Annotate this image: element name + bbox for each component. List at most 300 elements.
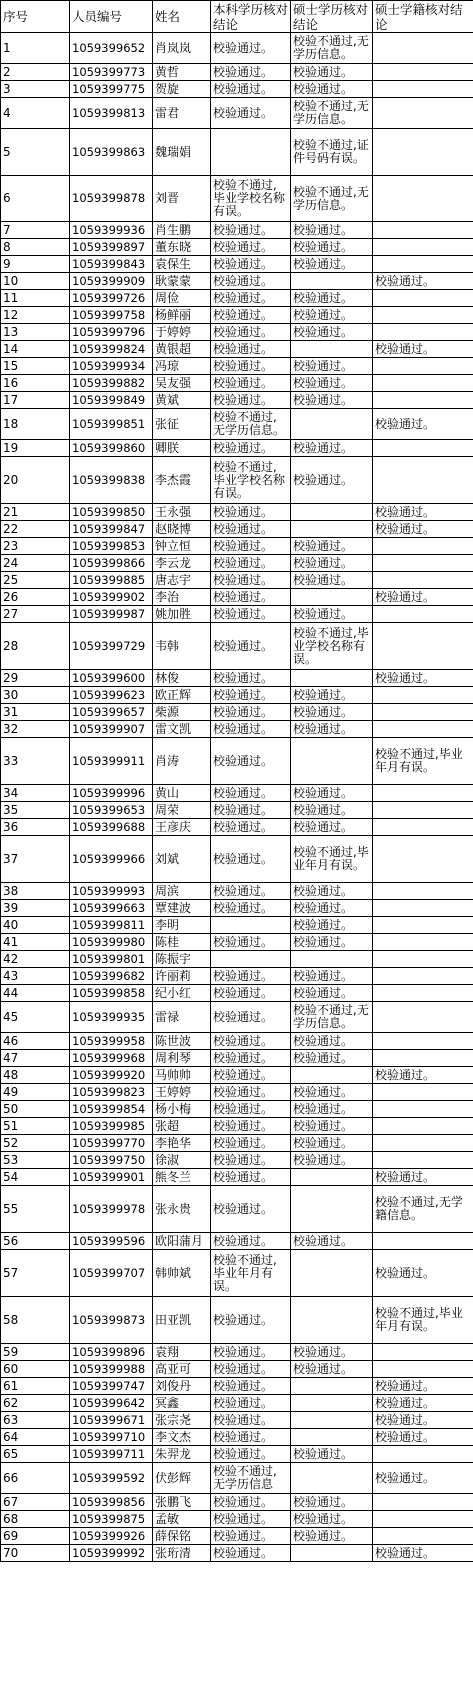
row-bachelor-result-cell: 校验通过。: [211, 1169, 291, 1186]
row-seq-cell: 30: [1, 687, 70, 704]
table-row: [1, 1395, 473, 1412]
row-id-cell: 1059399897: [70, 239, 153, 256]
row-id-cell: 1059399623: [70, 687, 153, 704]
row-id-cell: 1059399682: [70, 968, 153, 985]
row-bachelor-result-cell: 校验通过。: [211, 1412, 291, 1429]
row-seq-cell: 44: [1, 985, 70, 1002]
row-name-cell: 孟敏: [153, 1511, 211, 1528]
row-master-result-cell: 校验通过。: [291, 1528, 373, 1545]
row-master-status-result-cell: [373, 1033, 473, 1050]
row-master-result-cell: 校验通过。: [291, 1101, 373, 1118]
row-name-cell: 冥鑫: [153, 1395, 211, 1412]
table-row: [1, 623, 473, 670]
row-master-result-cell: 校验通过。: [291, 64, 373, 81]
table-row: [1, 1511, 473, 1528]
row-name-cell: 林俊: [153, 670, 211, 687]
row-seq-cell: 38: [1, 883, 70, 900]
row-name-cell: 贺旋: [153, 81, 211, 98]
row-master-result-cell: [291, 1169, 373, 1186]
row-master-status-result-cell: [373, 98, 473, 129]
row-seq-cell: 29: [1, 670, 70, 687]
row-bachelor-result-cell: 校验通过。: [211, 521, 291, 538]
row-seq-cell: 33: [1, 738, 70, 785]
row-master-status-result-cell: [373, 1135, 473, 1152]
row-seq-cell: 27: [1, 606, 70, 623]
row-name-cell: 徐淑: [153, 1152, 211, 1169]
header-id: 人员编号: [70, 1, 153, 33]
row-bachelor-result-cell: 校验通过。: [211, 704, 291, 721]
row-name-cell: 纪小红: [153, 985, 211, 1002]
table-row: [1, 358, 473, 375]
row-master-result-cell: 校验通过。: [291, 721, 373, 738]
row-bachelor-result-cell: 校验通过。: [211, 819, 291, 836]
row-bachelor-result-cell: 校验不通过,毕业学校名称有误。: [211, 176, 291, 222]
row-master-status-result-cell: 校验通过。: [373, 1169, 473, 1186]
row-bachelor-result-cell: 校验通过。: [211, 324, 291, 341]
row-id-cell: 1059399838: [70, 457, 153, 504]
row-id-cell: 1059399875: [70, 1511, 153, 1528]
row-seq-cell: 6: [1, 176, 70, 222]
row-master-status-result-cell: [373, 33, 473, 64]
table-row: [1, 670, 473, 687]
table-row: [1, 1233, 473, 1250]
row-bachelor-result-cell: 校验通过。: [211, 836, 291, 883]
row-master-status-result-cell: 校验通过。: [373, 1395, 473, 1412]
row-master-result-cell: [291, 1186, 373, 1233]
row-bachelor-result-cell: 校验通过。: [211, 802, 291, 819]
row-master-result-cell: 校验通过。: [291, 704, 373, 721]
row-master-status-result-cell: [373, 836, 473, 883]
table-row: [1, 1135, 473, 1152]
row-seq-cell: 48: [1, 1067, 70, 1084]
table-row: [1, 307, 473, 324]
row-bachelor-result-cell: 校验通过。: [211, 1429, 291, 1446]
table-row: [1, 1494, 473, 1511]
row-master-result-cell: [291, 273, 373, 290]
row-seq-cell: 34: [1, 785, 70, 802]
row-seq-cell: 3: [1, 81, 70, 98]
row-bachelor-result-cell: 校验通过。: [211, 1118, 291, 1135]
row-name-cell: 杨鲜丽: [153, 307, 211, 324]
table-row: [1, 738, 473, 785]
row-id-cell: 1059399851: [70, 409, 153, 440]
row-id-cell: 1059399770: [70, 1135, 153, 1152]
row-master-result-cell: [291, 1429, 373, 1446]
row-master-result-cell: 校验通过。: [291, 900, 373, 917]
row-seq-cell: 24: [1, 555, 70, 572]
row-id-cell: 1059399866: [70, 555, 153, 572]
row-id-cell: 1059399958: [70, 1033, 153, 1050]
row-seq-cell: 9: [1, 256, 70, 273]
row-master-result-cell: 校验通过。: [291, 917, 373, 934]
row-master-status-result-cell: [373, 538, 473, 555]
row-master-result-cell: [291, 670, 373, 687]
row-id-cell: 1059399592: [70, 1463, 153, 1494]
row-bachelor-result-cell: 校验通过。: [211, 1050, 291, 1067]
row-id-cell: 1059399671: [70, 1412, 153, 1429]
table-row: [1, 538, 473, 555]
table-row: [1, 273, 473, 290]
row-bachelor-result-cell: 校验通过。: [211, 222, 291, 239]
row-master-result-cell: [291, 409, 373, 440]
row-bachelor-result-cell: 校验通过。: [211, 1344, 291, 1361]
row-master-result-cell: 校验通过。: [291, 883, 373, 900]
table-row: [1, 1067, 473, 1084]
row-master-result-cell: [291, 1412, 373, 1429]
row-bachelor-result-cell: 校验通过。: [211, 1494, 291, 1511]
table-row: [1, 704, 473, 721]
row-seq-cell: 63: [1, 1412, 70, 1429]
table-row: [1, 1528, 473, 1545]
row-bachelor-result-cell: 校验通过。: [211, 670, 291, 687]
row-master-result-cell: 校验通过。: [291, 555, 373, 572]
row-master-result-cell: 校验通过。: [291, 1118, 373, 1135]
row-id-cell: 1059399863: [70, 129, 153, 176]
row-name-cell: 李云龙: [153, 555, 211, 572]
row-master-status-result-cell: [373, 819, 473, 836]
row-id-cell: 1059399801: [70, 951, 153, 968]
row-id-cell: 1059399926: [70, 1528, 153, 1545]
row-bachelor-result-cell: 校验通过。: [211, 392, 291, 409]
row-id-cell: 1059399993: [70, 883, 153, 900]
row-seq-cell: 32: [1, 721, 70, 738]
row-bachelor-result-cell: 校验通过。: [211, 785, 291, 802]
table-row: [1, 687, 473, 704]
row-seq-cell: 4: [1, 98, 70, 129]
row-master-status-result-cell: [373, 1511, 473, 1528]
row-master-result-cell: 校验通过。: [291, 358, 373, 375]
row-bachelor-result-cell: 校验通过。: [211, 1361, 291, 1378]
row-id-cell: 1059399966: [70, 836, 153, 883]
row-name-cell: 刘晋: [153, 176, 211, 222]
table-row: [1, 1412, 473, 1429]
row-seq-cell: 28: [1, 623, 70, 670]
row-name-cell: 覃建波: [153, 900, 211, 917]
row-bachelor-result-cell: 校验通过。: [211, 1002, 291, 1033]
row-master-status-result-cell: [373, 900, 473, 917]
table-row: [1, 222, 473, 239]
row-seq-cell: 25: [1, 572, 70, 589]
row-name-cell: 雷禄: [153, 1002, 211, 1033]
row-seq-cell: 37: [1, 836, 70, 883]
row-name-cell: 黄哲: [153, 64, 211, 81]
row-master-status-result-cell: [373, 239, 473, 256]
table-row: [1, 409, 473, 440]
row-id-cell: 1059399824: [70, 341, 153, 358]
row-name-cell: 刘俊丹: [153, 1378, 211, 1395]
header-name: 姓名: [153, 1, 211, 33]
row-name-cell: 黄银超: [153, 341, 211, 358]
row-master-result-cell: [291, 1545, 373, 1562]
row-master-status-result-cell: [373, 917, 473, 934]
row-master-result-cell: 校验不通过,无学历信息。: [291, 33, 373, 64]
row-name-cell: 张永贵: [153, 1186, 211, 1233]
row-name-cell: 朱羿龙: [153, 1446, 211, 1463]
row-seq-cell: 68: [1, 1511, 70, 1528]
row-id-cell: 1059399873: [70, 1297, 153, 1344]
row-master-status-result-cell: [373, 934, 473, 951]
row-master-status-result-cell: [373, 129, 473, 176]
row-master-status-result-cell: [373, 606, 473, 623]
row-bachelor-result-cell: 校验通过。: [211, 1084, 291, 1101]
header-seq: 序号: [1, 1, 70, 33]
row-master-result-cell: 校验不通过,毕业年月有误。: [291, 836, 373, 883]
row-bachelor-result-cell: [211, 951, 291, 968]
row-master-status-result-cell: [373, 951, 473, 968]
row-seq-cell: 8: [1, 239, 70, 256]
row-master-result-cell: 校验通过。: [291, 1152, 373, 1169]
row-bachelor-result-cell: 校验通过。: [211, 934, 291, 951]
row-id-cell: 1059399843: [70, 256, 153, 273]
row-master-status-result-cell: [373, 64, 473, 81]
row-seq-cell: 60: [1, 1361, 70, 1378]
row-master-result-cell: [291, 589, 373, 606]
table-row: [1, 900, 473, 917]
row-master-result-cell: [291, 1250, 373, 1297]
row-bachelor-result-cell: 校验通过。: [211, 1233, 291, 1250]
row-name-cell: 伏彭辉: [153, 1463, 211, 1494]
row-name-cell: 黄山: [153, 785, 211, 802]
row-seq-cell: 21: [1, 504, 70, 521]
row-master-result-cell: 校验通过。: [291, 1494, 373, 1511]
row-bachelor-result-cell: 校验通过。: [211, 1545, 291, 1562]
row-seq-cell: 43: [1, 968, 70, 985]
table-row: [1, 721, 473, 738]
row-seq-cell: 50: [1, 1101, 70, 1118]
row-bachelor-result-cell: 校验通过。: [211, 440, 291, 457]
row-name-cell: 王永强: [153, 504, 211, 521]
row-master-status-result-cell: [373, 785, 473, 802]
row-name-cell: 袁翔: [153, 1344, 211, 1361]
row-seq-cell: 69: [1, 1528, 70, 1545]
row-master-result-cell: 校验通过。: [291, 985, 373, 1002]
row-seq-cell: 54: [1, 1169, 70, 1186]
row-name-cell: 钟立恒: [153, 538, 211, 555]
row-id-cell: 1059399847: [70, 521, 153, 538]
row-seq-cell: 39: [1, 900, 70, 917]
row-id-cell: 1059399657: [70, 704, 153, 721]
table-row: [1, 1050, 473, 1067]
table-row: [1, 521, 473, 538]
row-master-result-cell: 校验通过。: [291, 1344, 373, 1361]
row-name-cell: 黄斌: [153, 392, 211, 409]
row-master-result-cell: 校验通过。: [291, 819, 373, 836]
row-bachelor-result-cell: 校验通过。: [211, 273, 291, 290]
row-seq-cell: 18: [1, 409, 70, 440]
row-master-result-cell: 校验通过。: [291, 81, 373, 98]
row-master-result-cell: [291, 951, 373, 968]
table-row: [1, 917, 473, 934]
row-master-status-result-cell: [373, 256, 473, 273]
row-master-result-cell: 校验通过。: [291, 1233, 373, 1250]
row-name-cell: 冯琼: [153, 358, 211, 375]
row-id-cell: 1059399775: [70, 81, 153, 98]
row-seq-cell: 46: [1, 1033, 70, 1050]
row-bachelor-result-cell: 校验通过。: [211, 81, 291, 98]
row-id-cell: 1059399988: [70, 1361, 153, 1378]
row-master-result-cell: 校验通过。: [291, 1446, 373, 1463]
row-bachelor-result-cell: 校验通过。: [211, 623, 291, 670]
row-bachelor-result-cell: 校验通过。: [211, 1297, 291, 1344]
row-seq-cell: 70: [1, 1545, 70, 1562]
row-seq-cell: 40: [1, 917, 70, 934]
row-master-status-result-cell: [373, 1528, 473, 1545]
table-row: [1, 98, 473, 129]
row-name-cell: 欧阳蒲月: [153, 1233, 211, 1250]
row-master-result-cell: 校验不通过,毕业学校名称有误。: [291, 623, 373, 670]
row-id-cell: 1059399902: [70, 589, 153, 606]
row-id-cell: 1059399878: [70, 176, 153, 222]
row-bachelor-result-cell: [211, 129, 291, 176]
row-id-cell: 1059399796: [70, 324, 153, 341]
header-master: 硕士学历核对结论: [291, 1, 373, 33]
row-master-status-result-cell: 校验不通过,毕业年月有误。: [373, 1297, 473, 1344]
row-id-cell: 1059399711: [70, 1446, 153, 1463]
row-master-status-result-cell: [373, 1344, 473, 1361]
row-master-result-cell: 校验通过。: [291, 1050, 373, 1067]
row-seq-cell: 67: [1, 1494, 70, 1511]
row-id-cell: 1059399987: [70, 606, 153, 623]
row-name-cell: 肖生鹏: [153, 222, 211, 239]
row-id-cell: 1059399688: [70, 819, 153, 836]
row-master-result-cell: [291, 738, 373, 785]
row-id-cell: 1059399758: [70, 307, 153, 324]
row-bachelor-result-cell: 校验通过。: [211, 1033, 291, 1050]
row-id-cell: 1059399823: [70, 1084, 153, 1101]
row-master-status-result-cell: [373, 1446, 473, 1463]
row-name-cell: 李文杰: [153, 1429, 211, 1446]
row-seq-cell: 45: [1, 1002, 70, 1033]
table-row: [1, 785, 473, 802]
row-master-result-cell: 校验通过。: [291, 256, 373, 273]
row-id-cell: 1059399850: [70, 504, 153, 521]
table-row: [1, 457, 473, 504]
row-master-status-result-cell: [373, 1233, 473, 1250]
row-bachelor-result-cell: 校验通过。: [211, 504, 291, 521]
row-seq-cell: 31: [1, 704, 70, 721]
row-master-status-result-cell: [373, 572, 473, 589]
table-row: [1, 392, 473, 409]
row-master-status-result-cell: [373, 375, 473, 392]
row-master-result-cell: 校验通过。: [291, 1033, 373, 1050]
row-seq-cell: 23: [1, 538, 70, 555]
row-bachelor-result-cell: 校验通过。: [211, 985, 291, 1002]
table-row: [1, 1361, 473, 1378]
row-master-result-cell: [291, 1378, 373, 1395]
row-name-cell: 肖涛: [153, 738, 211, 785]
row-master-result-cell: 校验通过。: [291, 785, 373, 802]
row-seq-cell: 47: [1, 1050, 70, 1067]
row-id-cell: 1059399726: [70, 290, 153, 307]
row-name-cell: 张征: [153, 409, 211, 440]
table-row: [1, 819, 473, 836]
row-name-cell: 张珩清: [153, 1545, 211, 1562]
table-row: [1, 968, 473, 985]
row-master-status-result-cell: 校验通过。: [373, 1250, 473, 1297]
row-id-cell: 1059399750: [70, 1152, 153, 1169]
table-row: [1, 934, 473, 951]
row-name-cell: 周利琴: [153, 1050, 211, 1067]
row-bachelor-result-cell: 校验通过。: [211, 239, 291, 256]
row-id-cell: 1059399920: [70, 1067, 153, 1084]
row-bachelor-result-cell: 校验通过。: [211, 33, 291, 64]
row-master-result-cell: 校验通过。: [291, 324, 373, 341]
table-row: [1, 883, 473, 900]
row-master-result-cell: 校验通过。: [291, 687, 373, 704]
row-master-result-cell: 校验通过。: [291, 1361, 373, 1378]
table-row: [1, 951, 473, 968]
row-master-status-result-cell: [373, 1361, 473, 1378]
row-bachelor-result-cell: 校验不通过,无学历信息。: [211, 409, 291, 440]
row-master-status-result-cell: [373, 1118, 473, 1135]
table-row: [1, 1186, 473, 1233]
row-bachelor-result-cell: 校验通过。: [211, 572, 291, 589]
row-name-cell: 魏瑞娟: [153, 129, 211, 176]
row-bachelor-result-cell: 校验通过。: [211, 606, 291, 623]
row-id-cell: 1059399853: [70, 538, 153, 555]
table-row: [1, 1545, 473, 1562]
table-row: [1, 606, 473, 623]
row-seq-cell: 62: [1, 1395, 70, 1412]
row-seq-cell: 53: [1, 1152, 70, 1169]
row-master-result-cell: 校验通过。: [291, 222, 373, 239]
table-row: [1, 1463, 473, 1494]
row-bachelor-result-cell: 校验不通过,无学历信息: [211, 1463, 291, 1494]
table-row: [1, 589, 473, 606]
row-name-cell: 马帅帅: [153, 1067, 211, 1084]
row-seq-cell: 2: [1, 64, 70, 81]
row-bachelor-result-cell: 校验通过。: [211, 968, 291, 985]
row-bachelor-result-cell: 校验通过。: [211, 1135, 291, 1152]
table-row: [1, 239, 473, 256]
row-master-status-result-cell: [373, 222, 473, 239]
row-master-status-result-cell: [373, 440, 473, 457]
row-seq-cell: 64: [1, 1429, 70, 1446]
row-name-cell: 王婷婷: [153, 1084, 211, 1101]
row-name-cell: 赵晓博: [153, 521, 211, 538]
table-row: [1, 1118, 473, 1135]
row-name-cell: 卿朕: [153, 440, 211, 457]
row-seq-cell: 5: [1, 129, 70, 176]
row-id-cell: 1059399811: [70, 917, 153, 934]
row-master-status-result-cell: [373, 1002, 473, 1033]
row-master-status-result-cell: [373, 1494, 473, 1511]
row-bachelor-result-cell: 校验通过。: [211, 1152, 291, 1169]
row-name-cell: 田亚凯: [153, 1297, 211, 1344]
row-id-cell: 1059399909: [70, 273, 153, 290]
row-bachelor-result-cell: 校验通过。: [211, 738, 291, 785]
row-master-result-cell: 校验通过。: [291, 307, 373, 324]
row-id-cell: 1059399996: [70, 785, 153, 802]
table-row: [1, 1084, 473, 1101]
table-row: [1, 1002, 473, 1033]
row-seq-cell: 26: [1, 589, 70, 606]
row-master-status-result-cell: [373, 1152, 473, 1169]
table-row: [1, 572, 473, 589]
row-seq-cell: 55: [1, 1186, 70, 1233]
row-master-status-result-cell: 校验不通过,毕业年月有误。: [373, 738, 473, 785]
row-name-cell: 李杰霞: [153, 457, 211, 504]
row-master-status-result-cell: [373, 555, 473, 572]
row-master-result-cell: [291, 1297, 373, 1344]
row-master-status-result-cell: [373, 985, 473, 1002]
row-name-cell: 刘斌: [153, 836, 211, 883]
row-master-status-result-cell: [373, 1050, 473, 1067]
row-seq-cell: 7: [1, 222, 70, 239]
row-name-cell: 张鹏飞: [153, 1494, 211, 1511]
row-master-status-result-cell: 校验通过。: [373, 1412, 473, 1429]
row-id-cell: 1059399710: [70, 1429, 153, 1446]
